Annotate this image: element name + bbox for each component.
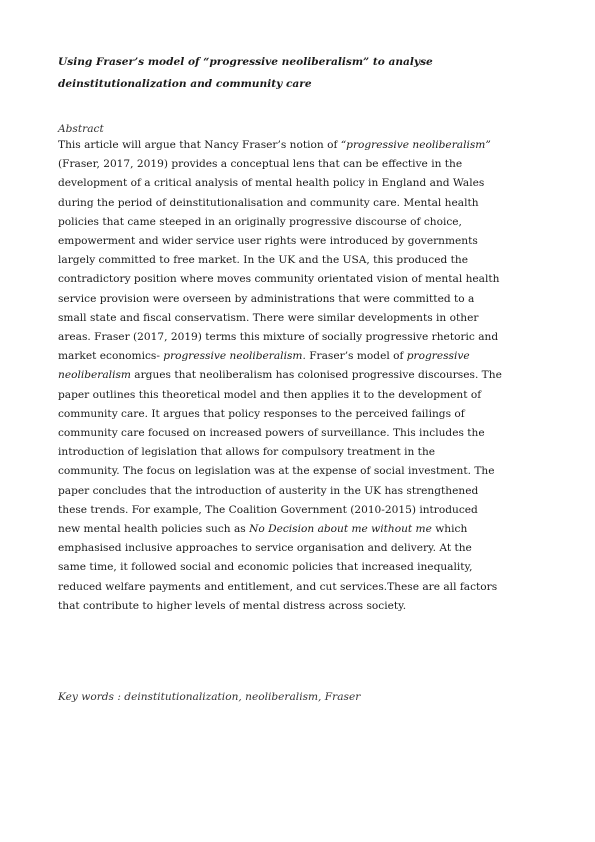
abstract-line: same time, it followed social and economic policies that increased inequality, [58,561,473,574]
abstract-line [58,520,542,539]
abstract-emphasis: neoliberalism [58,369,131,382]
abstract-line: service provision were overseen by administrations that were committed to a [58,292,475,305]
abstract-line: emphasised inclusive approaches to service organisation and delivery. At the [58,542,472,555]
abstract-line [58,136,542,155]
abstract-text: market economics- [58,350,164,363]
title-line-2: deinstitutionalization and community care [58,78,312,90]
abstract-line: introduction of legislation that allows for compulsory treatment in the [58,446,436,459]
abstract-emphasis: progressive neoliberalism [163,350,303,363]
paper-title [58,51,538,95]
abstract-line: (Fraser, 2017, 2019) provides a conceptual lens that can be effective in the [58,158,463,171]
abstract-line: empowerment and wider service user rights were introduced by governments [58,235,478,248]
abstract-line: contradictory position where moves community orientated vision of mental health [58,273,500,286]
abstract-text: new mental health policies such as [58,523,250,536]
abstract-line: these trends. For example, The Coalition Government (2010-2015) introduced [58,503,478,516]
abstract-line: during the period of deinstitutionalisation and community care. Mental health [58,196,479,209]
title-line-1: Using Fraser’s model of “progressive neoliberalism” to analyse [58,56,433,68]
abstract-line: areas. Fraser (2017, 2019) terms this mixture of socially progressive rhetoric and [58,331,499,344]
abstract-line: policies that came steeped in an originally progressive discourse of choice, [58,215,462,228]
abstract-line: community care. It argues that policy responses to the perceived failings of [58,407,465,420]
abstract-line: that contribute to higher levels of mental distress across society. [58,599,407,612]
abstract-line: largely committed to free market. In the UK and the USA, this produced the [58,254,468,267]
abstract-line: small state and fiscal conservatism. There were similar developments in other [58,311,479,324]
abstract-line: community care focused on increased powers of surveillance. This includes the [58,427,485,440]
abstract-emphasis: progressive [406,350,470,363]
abstract-line: community. The focus on legislation was at the expense of social investment. The [58,465,495,478]
abstract-text: which [431,523,468,536]
abstract-line: paper outlines this theoretical model and then applies it to the development of [58,388,482,401]
abstract-line: paper concludes that the introduction of austerity in the UK has strengthened [58,484,479,497]
abstract-heading: Abstract [58,123,104,135]
abstract-emphasis: “progressive neoliberalism” [340,139,491,151]
abstract-text: argues that neoliberalism has colonised progressive discourses. The [130,369,502,382]
abstract-line [58,347,542,366]
abstract-line: development of a critical analysis of mental health policy in England and Wales [58,177,485,190]
abstract-text: . Fraser’s model of [302,350,407,363]
abstract-emphasis: No Decision about me without me [249,523,432,536]
abstract-line [58,366,542,385]
abstract-body [58,136,542,616]
abstract-text: This article will argue that Nancy Fraser’s notion of [58,139,341,151]
abstract-line: reduced welfare payments and entitlement, and cut services.These are all factors [58,580,498,593]
keywords: Key words : deinstitutionalization, neoliberalism, Fraser [58,691,361,703]
